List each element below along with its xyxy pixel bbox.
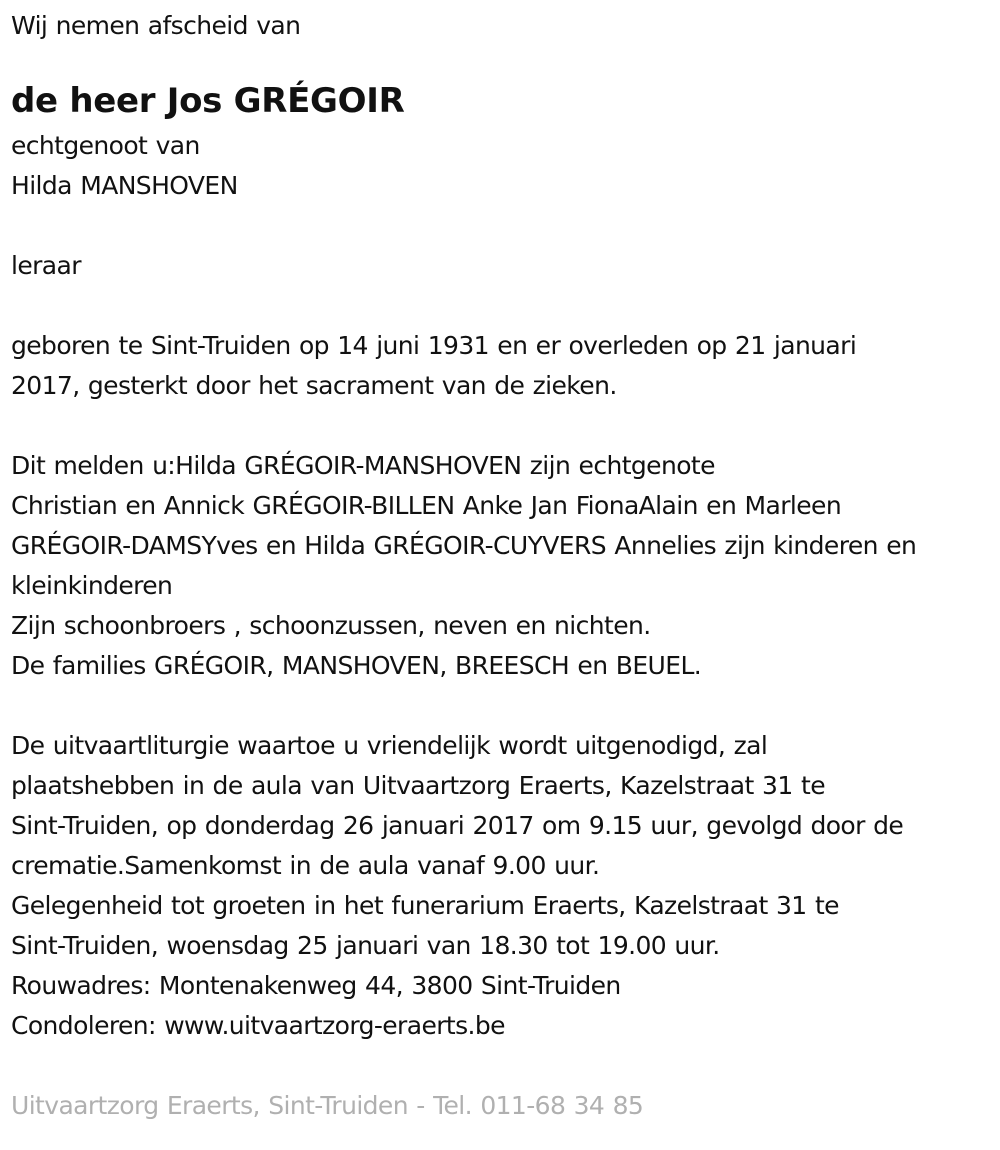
spacer <box>11 406 991 446</box>
funeral-home-footer: Uitvaartzorg Eraerts, Sint-Truiden - Tel. 011-68 34 85 <box>11 1091 644 1120</box>
spouse-relation: echtgenoot van <box>11 131 200 160</box>
paragraph-line: geboren te Sint-Truiden op 14 juni 1931 en er overleden op 21 januari <box>11 331 857 360</box>
deceased-name: de heer Jos GRÉGOIR <box>11 81 405 121</box>
paragraph-line: Sint-Truiden, woensdag 25 januari van 18.30 tot 19.00 uur. <box>11 931 720 960</box>
paragraph-line: Gelegenheid tot groeten in het funerarium Eraerts, Kazelstraat 31 te <box>11 891 839 920</box>
paragraph-line: Christian en Annick GRÉGOIR-BILLEN Anke Jan FionaAlain en Marleen <box>11 491 842 520</box>
paragraph-line: crematie.Samenkomst in de aula vanaf 9.00 uur. <box>11 851 600 880</box>
ceremony-paragraph <box>11 726 991 1046</box>
paragraph-line: kleinkinderen <box>11 571 173 600</box>
paragraph-line: De families GRÉGOIR, MANSHOVEN, BREESCH en BEUEL. <box>11 651 702 680</box>
paragraph-line: GRÉGOIR-DAMSYves en Hilda GRÉGOIR-CUYVERS Annelies zijn kinderen en <box>11 531 917 560</box>
family-paragraph <box>11 446 991 686</box>
spacer <box>11 686 991 726</box>
mourning-address: Rouwadres: Montenakenweg 44, 3800 Sint-Truiden <box>11 971 621 1000</box>
spacer <box>11 286 991 326</box>
spouse-name: Hilda MANSHOVEN <box>11 171 238 200</box>
paragraph-line: 2017, gesterkt door het sacrament van de zieken. <box>11 371 617 400</box>
death-notice <box>11 6 991 1126</box>
paragraph-line: De uitvaartliturgie waartoe u vriendelijk wordt uitgenodigd, zal <box>11 731 768 760</box>
spacer <box>11 206 991 246</box>
intro-text: Wij nemen afscheid van <box>11 11 301 40</box>
paragraph-line: Zijn schoonbroers , schoonzussen, neven en nichten. <box>11 611 651 640</box>
paragraph-line: plaatshebben in de aula van Uitvaartzorg Eraerts, Kazelstraat 31 te <box>11 771 826 800</box>
spacer <box>11 1046 991 1086</box>
paragraph-line: Dit melden u:Hilda GRÉGOIR-MANSHOVEN zijn echtgenote <box>11 451 715 480</box>
birth-death-paragraph <box>11 326 991 406</box>
paragraph-line: Sint-Truiden, op donderdag 26 januari 2017 om 9.15 uur, gevolgd door de <box>11 811 904 840</box>
profession: leraar <box>11 251 81 280</box>
condolence-link[interactable]: Condoleren: www.uitvaartzorg-eraerts.be <box>11 1011 505 1040</box>
